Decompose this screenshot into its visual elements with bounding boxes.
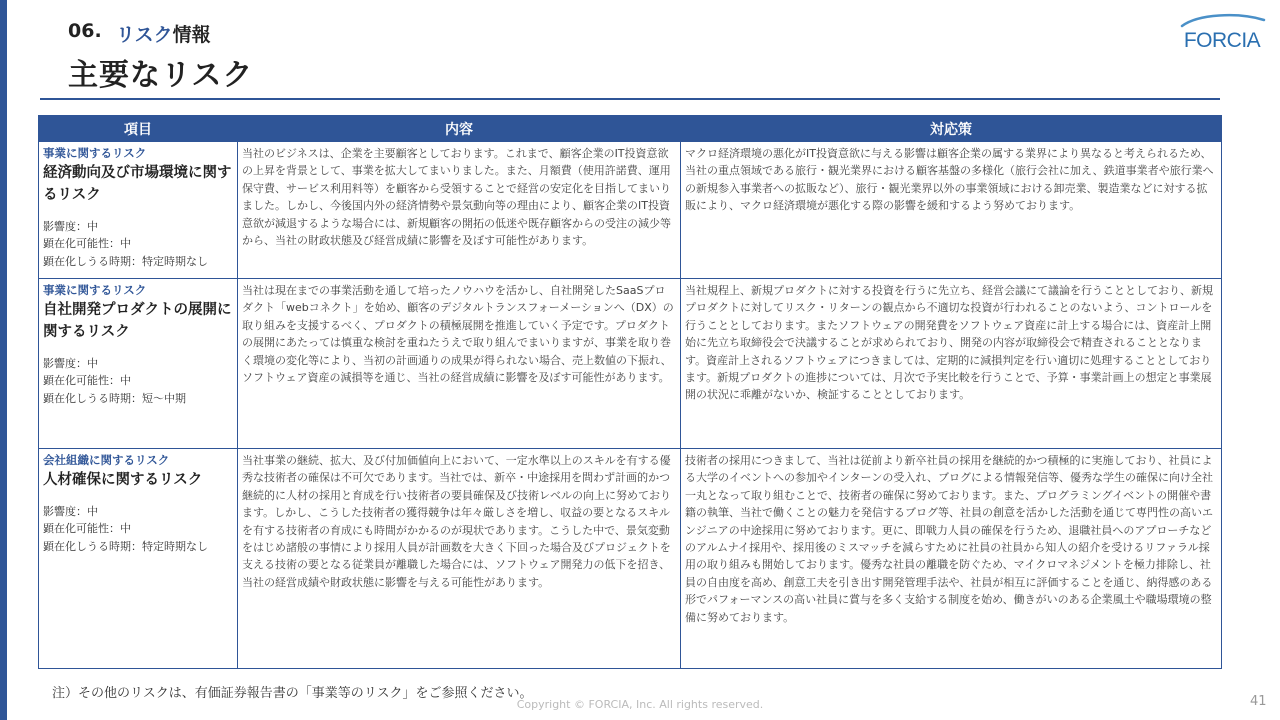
- logo-text: FORCIA: [1183, 29, 1261, 52]
- risk-name: 経済動向及び市場環境に関するリスク: [43, 165, 232, 203]
- page-number: 41: [1250, 694, 1267, 709]
- risk-category: 事業に関するリスク: [43, 146, 147, 160]
- risk-name: 自社開発プロダクトの展開に関するリスク: [43, 302, 232, 340]
- section-name-accent: リスク: [116, 24, 173, 46]
- section-name: [116, 20, 211, 47]
- section-number: 06.: [68, 20, 102, 42]
- risk-timing: 顕在化しうる時期：特定時期なし: [43, 254, 208, 268]
- risk-response-cell: 当社規程上、新規プロダクトに対する投資を行うに先立ち、経営会議にて議論を行うこととしており、新規プロダクトに対してリスク・リターンの観点から不適切な投資が行われることのないよう、コントロールを行うこととしております。またソフトウェアの開発費をソフトウェア資産に計上する場合には、資産計上開始に先立ち取締役会で決議することが求められており、開発の内容が取締役会で精査されることとなります。資産計上されるソフトウェアにつきましては、定期的に減損判定を行い適切に処理することとしております。新規プロダクトの進捗については、月次で予実比較を行うことで、予算・事業計画上の想定と事業展開の状況に乖離がないか、検証することとしております。: [681, 279, 1222, 449]
- risk-response-cell: マクロ経済環境の悪化がIT投資意欲に与える影響は顧客企業の属する業界により異なると考えられるため、当社の重点領域である旅行・観光業界における顧客基盤の多様化（旅行会社に加え、鉄道事業者や旅行業への新規参入事業者への拡販など）、旅行・観光業界以外の事業領域における卸売業、製造業などに対する拡販により、マクロ経済環境が悪化する際の影響を緩和するよう努めております。: [681, 142, 1222, 279]
- risk-item-cell: [39, 142, 238, 279]
- left-accent-bar: [0, 0, 7, 720]
- risk-category: 事業に関するリスク: [43, 283, 147, 297]
- table-row: [39, 142, 1222, 279]
- risk-content-cell: 当社は現在までの事業活動を通して培ったノウハウを活かし、自社開発したSaaSプロダクト「webコネクト」を始め、顧客のデジタルトランスフォーメーションへ（DX）の取り組みを支援するべく、プロダクトの積極展開を推進していく予定です。プロダクトの展開にあたっては慎重な検討を重ねたうえで取り組んでまいりますが、事業を取り巻く環境の変化等により、当初の計画通りの成果が得られない場合、売上数値の下振れ、ソフトウェア資産の減損等を通じ、当社の経営成績に影響を及ぼす可能性があります。: [238, 279, 681, 449]
- table-row: [39, 449, 1222, 669]
- risk-item-cell: [39, 449, 238, 669]
- risk-likelihood: 顕在化可能性：中: [43, 237, 131, 251]
- risk-timing: 顕在化しうる時期：特定時期なし: [43, 539, 208, 553]
- risk-likelihood: 顕在化可能性：中: [43, 374, 131, 388]
- risk-impact: 影響度：中: [43, 220, 98, 233]
- table-row: [39, 279, 1222, 449]
- footnote: 注）その他のリスクは、有価証券報告書の「事業等のリスク」をご参照ください。: [52, 686, 533, 701]
- page-title: 主要なリスク: [68, 58, 254, 93]
- column-header-content: 内容: [238, 116, 681, 142]
- forcia-logo: [1176, 12, 1268, 56]
- risk-item-cell: [39, 279, 238, 449]
- header-divider: [40, 98, 1220, 100]
- column-header-response: 対応策: [681, 116, 1222, 142]
- risk-impact: 影響度：中: [43, 357, 98, 370]
- risk-content-cell: 当社事業の継続、拡大、及び付加価値向上において、一定水準以上のスキルを有する優秀な技術者の確保は不可欠であります。当社では、新卒・中途採用を問わず計画的かつ継続的に人材の採用と育成を行い技術者の要員確保及び技術レベルの向上に努めております。しかし、こうした技術者の獲得競争は年々厳しさを増し、収益の要となるスキルを有する技術者の育成にも時間がかかるのが現状であります。こうした中で、景気変動をはじめ諸般の事情により採用人員が計画数を大きく下回った場合及びプロジェクトを支える技術の要となる従業員が離職した場合には、ソフトウェア開発力の低下を招き、当社の経営成績や財政状態に影響を与える可能性があります。: [238, 449, 681, 669]
- risk-impact: 影響度：中: [43, 505, 98, 518]
- risk-name: 人材確保に関するリスク: [43, 472, 203, 488]
- copyright: Copyright © FORCIA, Inc. All rights reserved.: [516, 698, 764, 711]
- column-header-item: 項目: [39, 116, 238, 142]
- risk-category: 会社組織に関するリスク: [43, 453, 170, 467]
- risk-timing: 顕在化しうる時期：短〜中期: [43, 391, 186, 405]
- risk-content-cell: 当社のビジネスは、企業を主要顧客としております。これまで、顧客企業のIT投資意欲の上昇を背景として、事業を拡大してまいりました。また、月額費（使用許諾費、運用保守費、サービス利用料等）を顧客から受領することで経営の安定化を目指してまいりました。しかし、今後国内外の経済情勢や景気動向等の理由により、顧客企業のIT投資意欲が減退するような場合には、新規顧客の開拓の低迷や既存顧客からの受注の減少等から、当社の財政状態及び経営成績に影響を及ぼす可能性があります。: [238, 142, 681, 279]
- risk-likelihood: 顕在化可能性：中: [43, 522, 131, 536]
- risk-table: [38, 115, 1222, 669]
- table-header-row: [39, 116, 1222, 142]
- section-name-rest: 情報: [172, 24, 211, 46]
- risk-response-cell: 技術者の採用につきまして、当社は従前より新卒社員の採用を継続的かつ積極的に実施しており、社員による大学のイベントへの参加やインターンの受入れ、ブログによる情報発信等、優秀な学生の確保に向け全社一丸となって取り組むことで、技術者の確保に努めております。また、プログラミングイベントの開催や書籍の執筆、当社で働くことの魅力を発信するブログ等、社員の創意を活かした活動を通じて専門性の高いエンジニアの中途採用に努めております。更に、即戦力人員の確保を行うため、退職社員へのアプローチなどのアルムナイ採用や、採用後のミスマッチを減らすために社員の社員から知人の紹介を受けるリファラル採用の取り組みも開始しております。優秀な社員の離職を防ぐため、マイクロマネジメントを極力排除し、社員の自由度を高め、創意工夫を引き出す開発管理手法や、社員が相互に評価することを通じ、納得感のある形でパフォーマンスの高い社員に賞与を多く支給する制度を始め、働きがいのある企業風土や職場環境の整備に努めております。: [681, 449, 1222, 669]
